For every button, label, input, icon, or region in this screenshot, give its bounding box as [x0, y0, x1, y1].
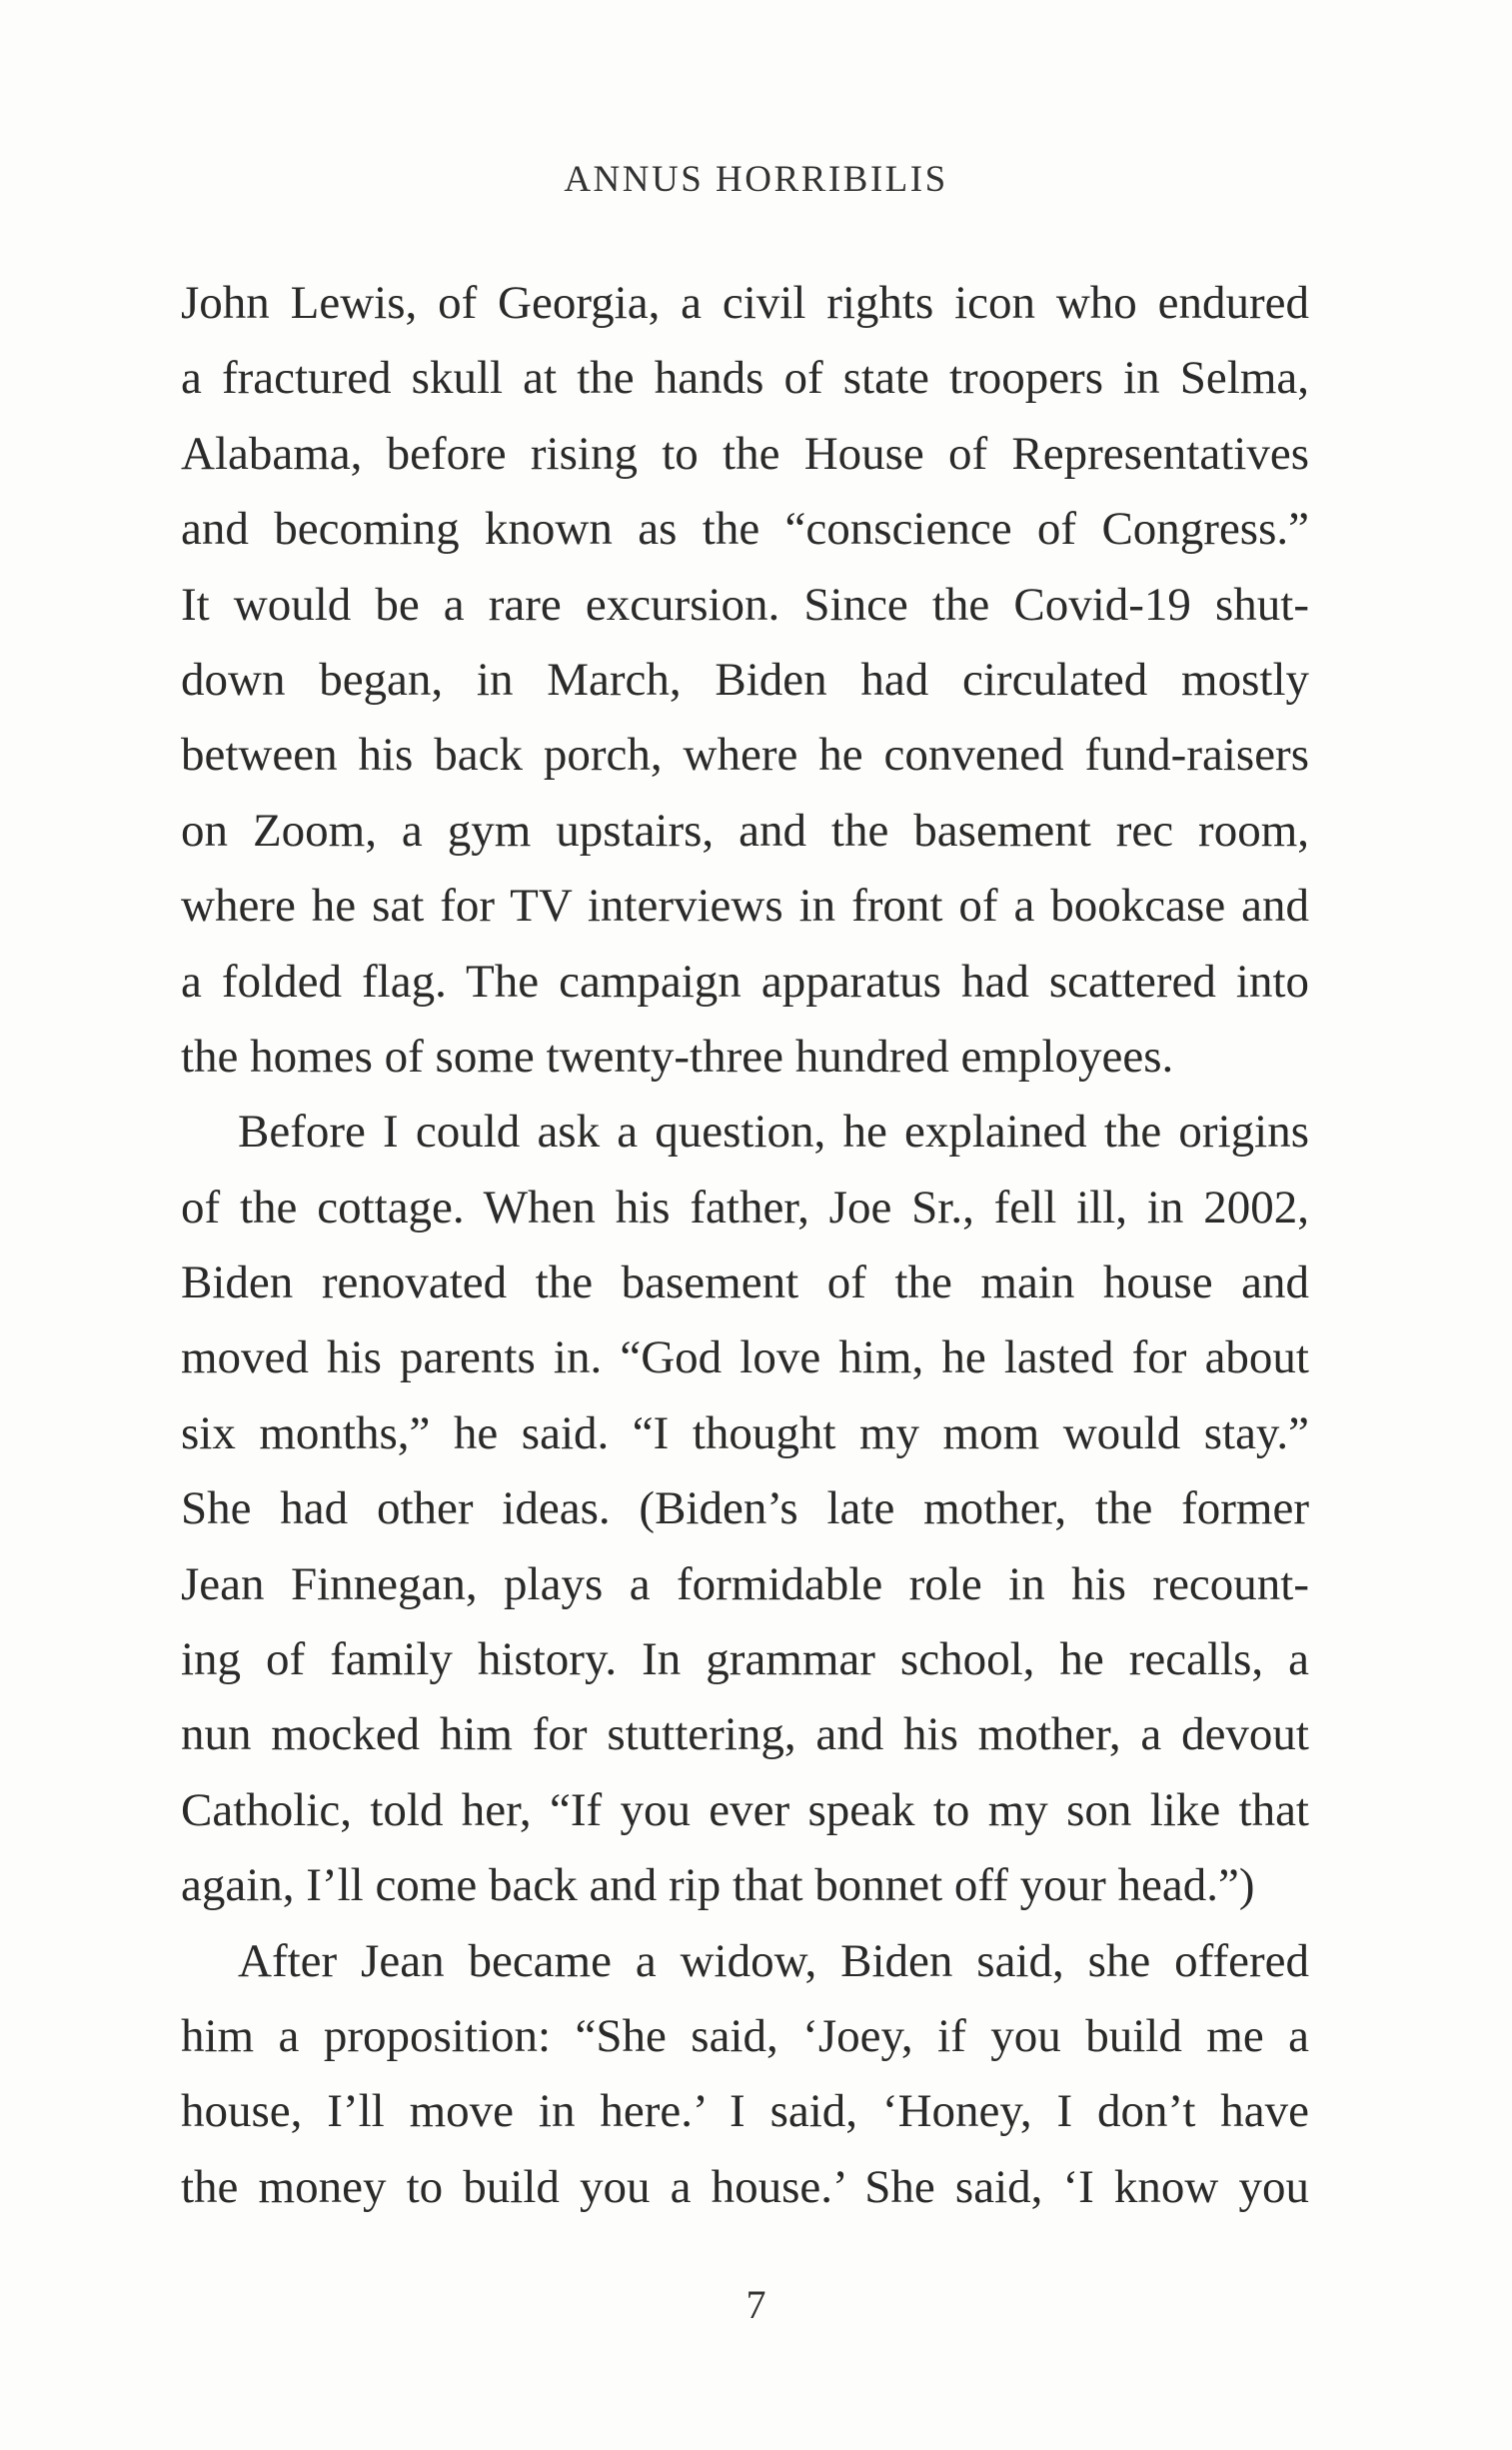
running-header: ANNUS HORRIBILIS: [564, 159, 948, 200]
text-line: nun mocked him for stuttering, and his mother, a devout: [181, 1708, 1309, 1761]
text-line: where he sat for TV interviews in front of a bookcase and: [181, 880, 1309, 933]
text-line: again, I’ll come back and rip that bonnet off your head.”): [181, 1859, 1255, 1912]
body-text: [181, 266, 1309, 2225]
text-line: John Lewis, of Georgia, a civil rights icon who endured: [181, 277, 1309, 329]
text-line: Jean Finnegan, plays a formidable role in his recount-: [181, 1557, 1309, 1610]
text-line: a fractured skull at the hands of state troopers in Selma,: [181, 352, 1309, 405]
text-line: the homes of some twenty-three hundred employees.: [181, 1030, 1174, 1083]
text-line: Before I could ask a question, he explained the origins: [238, 1106, 1309, 1159]
text-line: Biden renovated the basement of the main house and: [181, 1256, 1309, 1309]
paragraph: [181, 266, 1309, 1095]
text-line: a folded flag. The campaign apparatus had scattered into: [181, 955, 1309, 1008]
text-line: on Zoom, a gym upstairs, and the basement rec room,: [181, 804, 1309, 857]
text-line: six months,” he said. “I thought my mom would stay.”: [181, 1406, 1309, 1459]
text-line: Catholic, told her, “If you ever speak to my son like that: [181, 1783, 1309, 1836]
page-number: 7: [746, 2282, 766, 2327]
text-line: the money to build you a house.’ She said, ‘I know you: [181, 2160, 1309, 2213]
text-line: She had other ideas. (Biden’s late mother, the former: [181, 1482, 1309, 1535]
text-line: house, I’ll move in here.’ I said, ‘Honey, I don’t have: [181, 2085, 1309, 2138]
text-line: him a proposition: “She said, ‘Joey, if you build me a: [181, 2009, 1309, 2062]
text-line: Alabama, before rising to the House of Representatives: [181, 427, 1309, 480]
text-line: It would be a rare excursion. Since the Covid-19 shut-: [181, 578, 1309, 631]
text-line: down began, in March, Biden had circulated mostly: [181, 653, 1309, 706]
paragraph: [181, 1095, 1309, 1923]
text-line: of the cottage. When his father, Joe Sr., fell ill, in 2002,: [181, 1181, 1309, 1233]
text-line: between his back porch, where he convened fund-raisers: [181, 729, 1309, 782]
text-line: and becoming known as the “conscience of Congress.”: [181, 503, 1309, 556]
text-line: ing of family history. In grammar school, he recalls, a: [181, 1633, 1309, 1686]
text-line: moved his parents in. “God love him, he lasted for about: [181, 1331, 1309, 1384]
text-line: After Jean became a widow, Biden said, she offered: [238, 1934, 1309, 1987]
paragraph: [181, 1924, 1309, 2226]
